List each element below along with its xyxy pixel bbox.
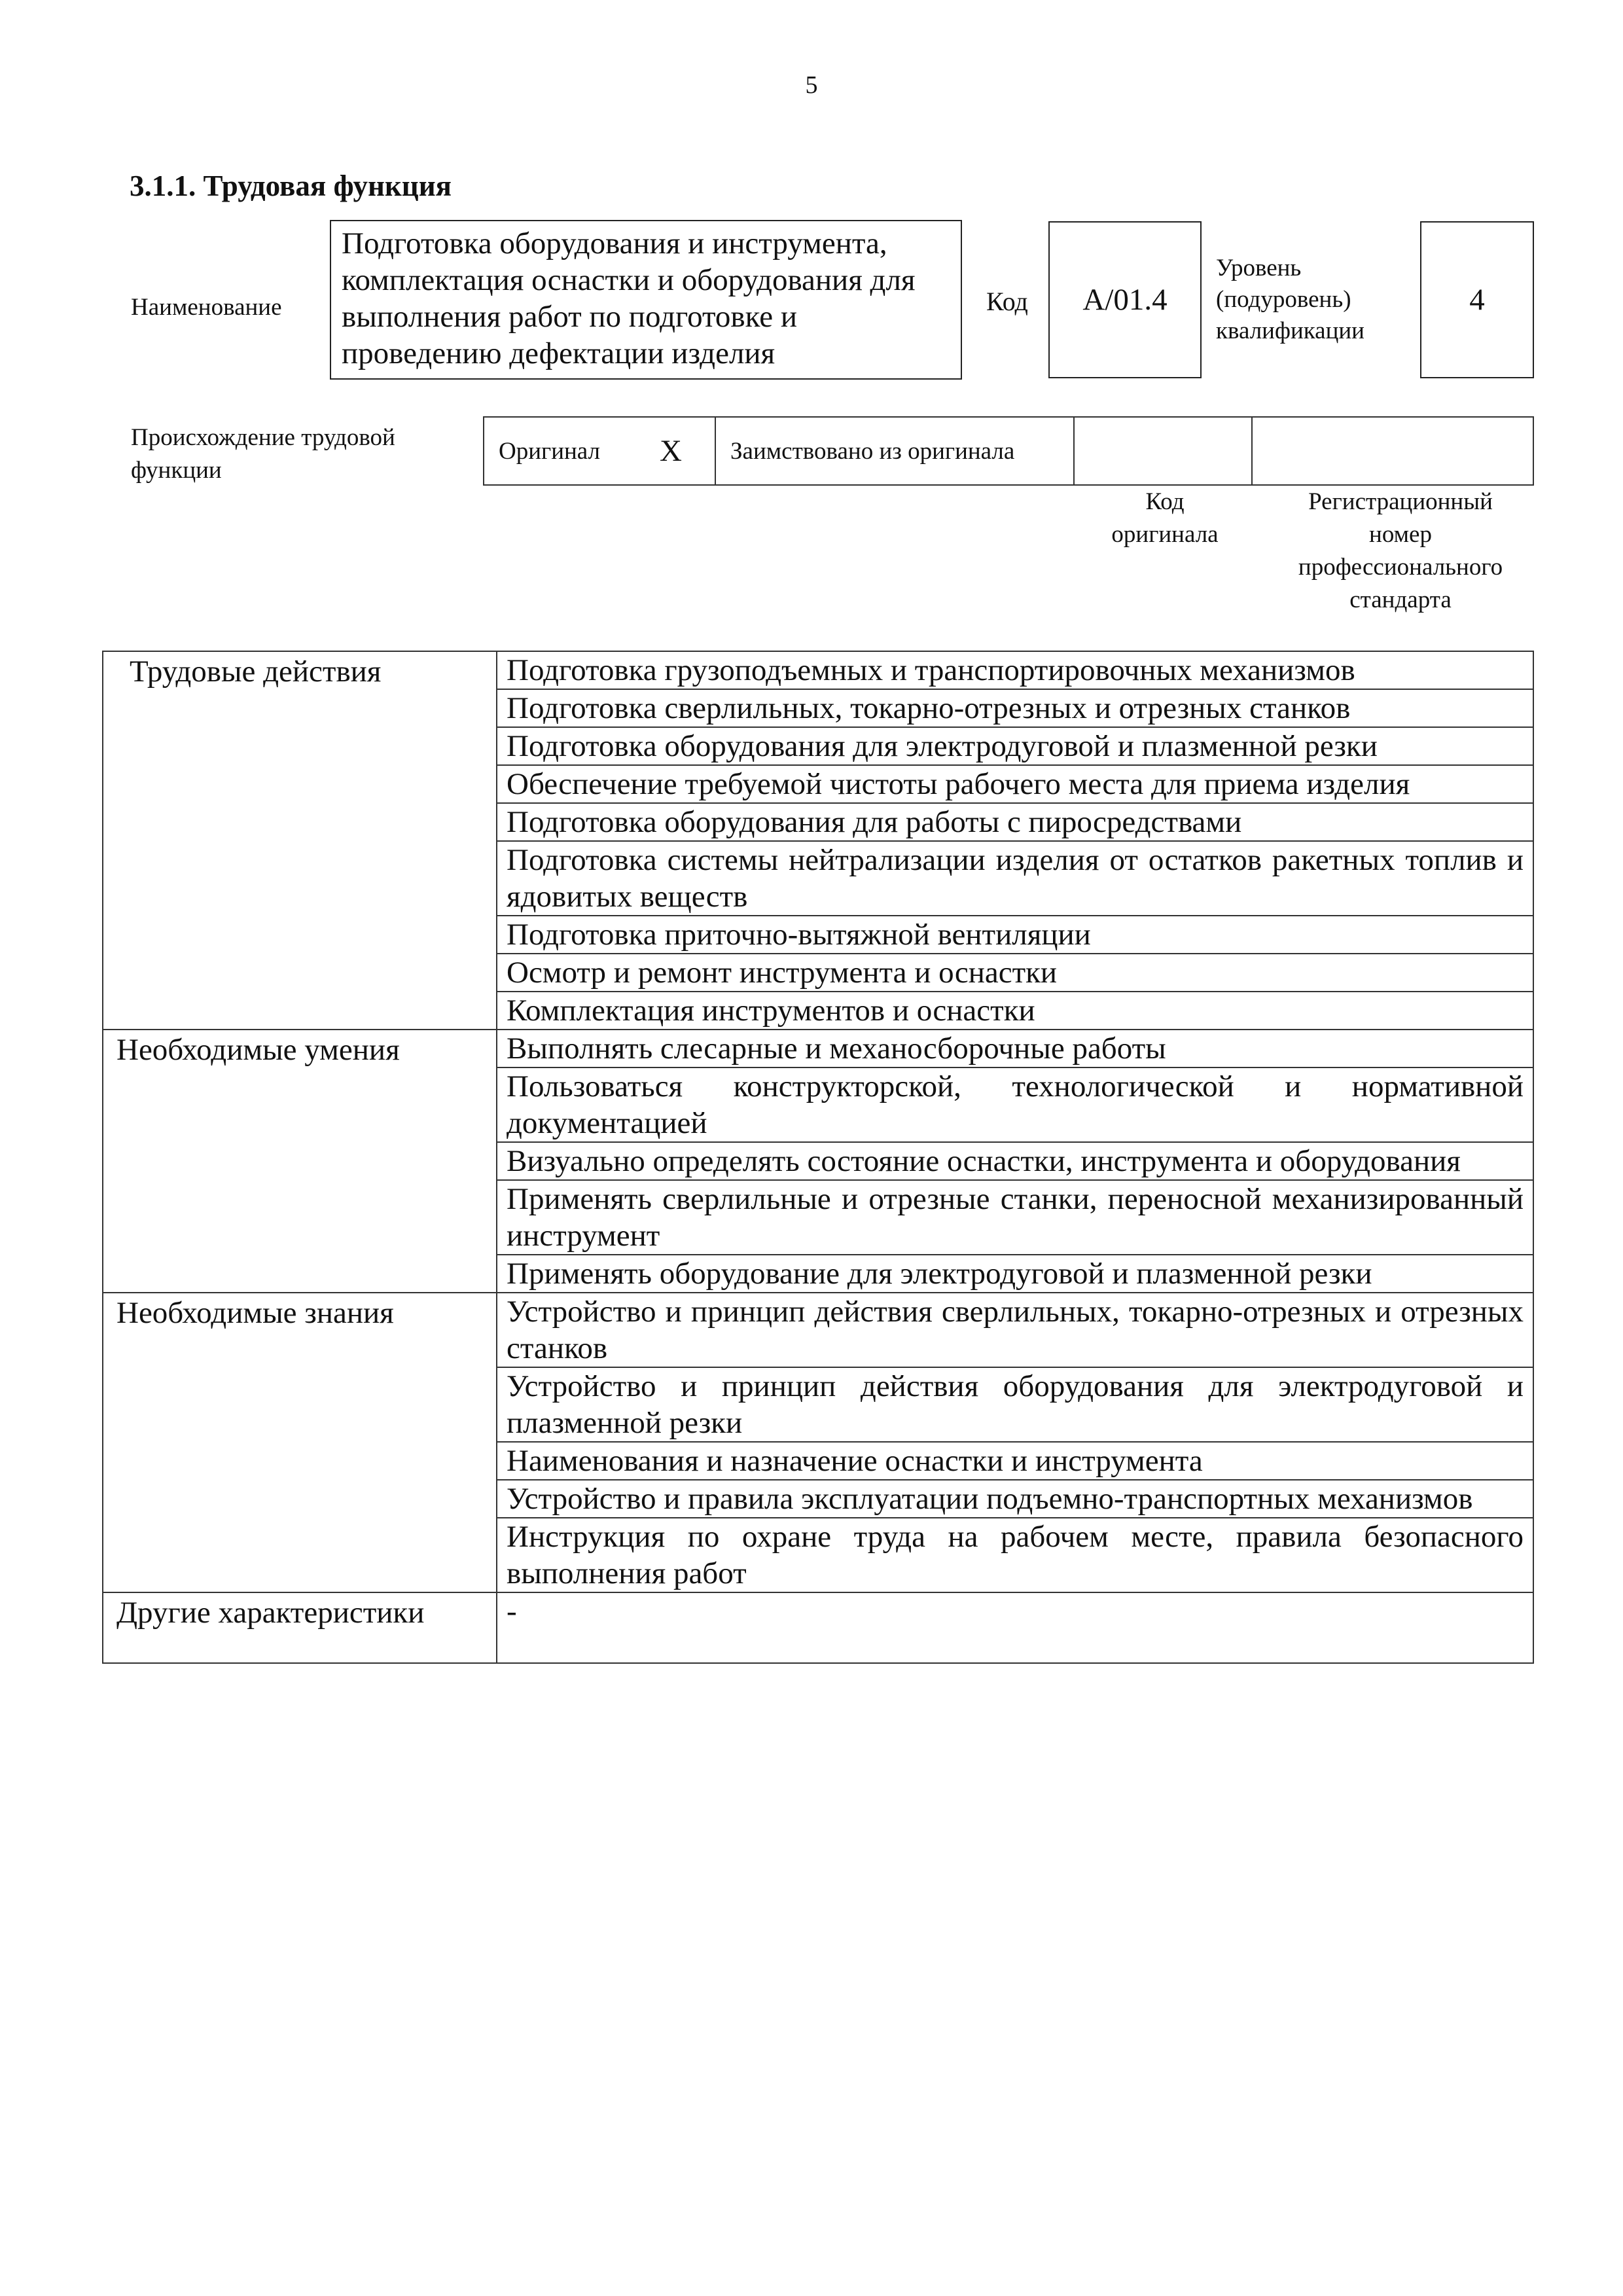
labor-action-item: Подготовка приточно-вытяжной вентиляции: [497, 916, 1533, 954]
labor-action-item: Комплектация инструментов и оснастки: [497, 992, 1533, 1030]
table-row: [103, 651, 1533, 689]
reg-number-caption: [1263, 486, 1538, 617]
section-title-cell: Трудовые действия: [103, 651, 497, 1030]
level-label-line: Уровень: [1216, 255, 1302, 281]
caption-line: Регистрационный: [1308, 488, 1493, 515]
origin-original-mark: X: [660, 434, 682, 468]
labor-action-item: Подготовка грузоподъемных и транспортировочных механизмов: [497, 651, 1533, 689]
labor-action-item: Осмотр и ремонт инструмента и оснастки: [497, 954, 1533, 992]
requirements-table: [102, 651, 1534, 1664]
level-label-line: квалификации: [1216, 317, 1364, 344]
required-knowledge-item: Устройство и правила эксплуатации подъемно-транспортных механизмов: [497, 1480, 1533, 1518]
labor-action-item: Обеспечение требуемой чистоты рабочего места для приема изделия: [497, 765, 1533, 803]
qualification-level-label: [1216, 253, 1364, 347]
origin-original-label: Оригинал: [499, 437, 601, 465]
caption-line: Код: [1145, 488, 1185, 515]
page-number: 5: [805, 71, 818, 99]
table-row: [103, 1030, 1533, 1067]
required-knowledge-item: Устройство и принцип действия оборудования для электродуговой и плазменной резки: [497, 1367, 1533, 1442]
other-characteristics-value: -: [497, 1592, 1533, 1663]
caption-line: номер: [1369, 521, 1432, 548]
required-skill-item: Выполнять слесарные и механосборочные работы: [497, 1030, 1533, 1067]
required-skill-item: Визуально определять состояние оснастки, инструмента и оборудования: [497, 1142, 1533, 1180]
function-code-box: А/01.4: [1048, 221, 1202, 378]
required-knowledge-item: Устройство и принцип действия сверлильных, токарно-отрезных и отрезных станков: [497, 1293, 1533, 1367]
labor-action-item: Подготовка сверлильных, токарно-отрезных и отрезных станков: [497, 689, 1533, 727]
section-title-cell: Необходимые умения: [103, 1030, 497, 1293]
function-name-box: Подготовка оборудования и инструмента, комплектация оснастки и оборудования для выполнения работ по подготовке и проведению дефектации изделия: [330, 220, 962, 380]
caption-line: оригинала: [1111, 521, 1219, 548]
code-original-caption: [1086, 486, 1243, 551]
qualification-level-box: 4: [1420, 221, 1534, 378]
origin-row: [483, 416, 1534, 486]
labor-action-item: Подготовка оборудования для электродуговой и плазменной резки: [497, 727, 1533, 765]
required-skill-item: Применять сверлильные и отрезные станки, переносной механизированный инструмент: [497, 1180, 1533, 1255]
origin-label: Происхождение трудовой функции: [131, 424, 395, 484]
origin-code-cell: [1075, 418, 1253, 484]
required-skill-item: Пользоваться конструкторской, технологической и нормативной документацией: [497, 1067, 1533, 1142]
table-row: [103, 1592, 1533, 1663]
origin-reg-number-cell: [1253, 418, 1533, 484]
required-skill-item: Применять оборудование для электродуговой и плазменной резки: [497, 1255, 1533, 1293]
code-label: Код: [986, 287, 1028, 316]
caption-line: стандарта: [1349, 586, 1452, 613]
labor-action-item: Подготовка оборудования для работы с пиросредствами: [497, 803, 1533, 841]
section-title: 3.1.1. Трудовая функция: [130, 170, 452, 202]
section-title-cell: Необходимые знания: [103, 1293, 497, 1592]
level-label-line: (подуровень): [1216, 286, 1351, 313]
required-knowledge-item: Наименования и назначение оснастки и инструмента: [497, 1442, 1533, 1480]
table-row: [103, 1293, 1533, 1367]
caption-line: профессионального: [1298, 554, 1503, 581]
name-label: Наименование: [131, 294, 282, 321]
required-knowledge-item: Инструкция по охране труда на рабочем месте, правила безопасного выполнения работ: [497, 1518, 1533, 1592]
labor-action-item: Подготовка системы нейтрализации изделия от остатков ракетных топлив и ядовитых веществ: [497, 841, 1533, 916]
origin-original-cell: [484, 418, 716, 484]
section-title-cell: Другие характеристики: [103, 1592, 497, 1663]
origin-borrowed-cell: Заимствовано из оригинала: [716, 418, 1075, 484]
